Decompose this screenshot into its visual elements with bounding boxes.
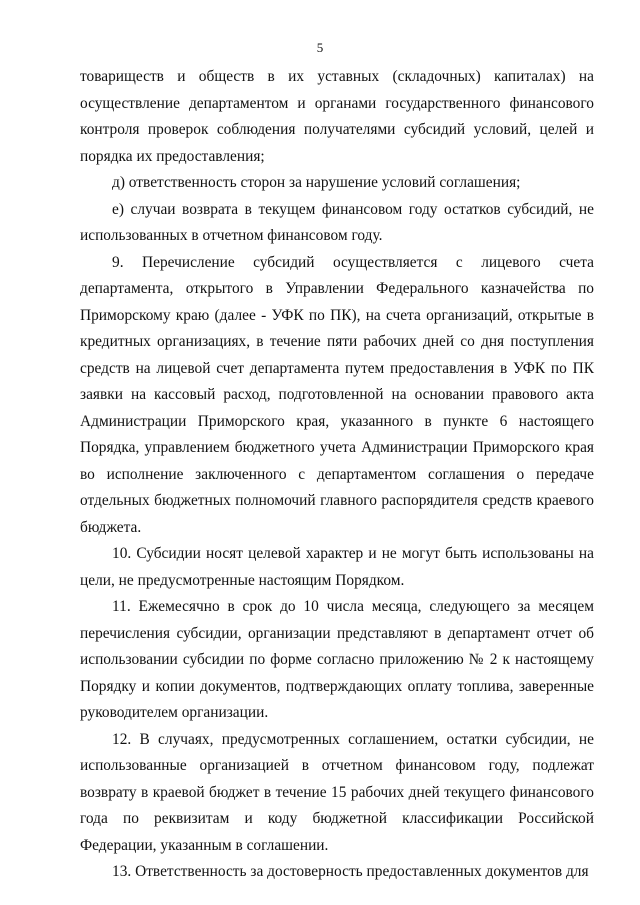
paragraph-item-d: д) ответственность сторон за нарушение условий соглашения; [112,174,521,191]
paragraph-10: 10. Субсидии носят целевой характер и не могут быть использованы на цели, не предусмотренные настоящим Порядком. [80,545,594,589]
paragraph-12: 12. В случаях, предусмотренных соглашением, остатки субсидии, не использованные организацией в отчетном финансовом году, подлежат возврату в краевой бюджет в течение 15 рабочих дней текущего финансового года по реквизитам и коду бюджетной классификации Российской Федерации, указанным в соглашении. [80,730,594,854]
document-body [80,64,594,886]
paragraph-13: 13. Ответственность за достоверность предоставленных документов для [112,863,589,880]
paragraph-item-e: е) случаи возврата в текущем финансовом году остатков субсидий, не использованных в отчетном финансовом году. [80,200,594,244]
paragraph-9: 9. Перечисление субсидий осуществляется с лицевого счета департамента, открытого в Управлении Федерального казначейства по Приморскому краю (далее - УФК по ПК), на счета организаций, открытые в кредитных организациях, в течение пяти рабочих дней со дня поступления средств на лицевой счет департамента путем предоставления в УФК по ПК заявки на кассовый расход, подготовленной на основании правового акта Администрации Приморского края, указанного в пункте 6 настоящего Порядка, управлением бюджетного учета Администрации Приморского края во исполнение заключенного с департаментом соглашения о передаче отдельных бюджетных полномочий главного распорядителя средств краевого бюджета. [80,253,594,536]
paragraph-continuation: товариществ и обществ в их уставных (складочных) капиталах) на осуществление департаментом и органами государственного финансового контроля проверок соблюдения получателями субсидий условий, целей и порядка их предоставления; [80,68,594,165]
page-number: 5 [316,40,324,55]
paragraph-11: 11. Ежемесячно в срок до 10 числа месяца, следующего за месяцем перечисления субсидии, организации представляют в департамент отчет об использовании субсидии по форме согласно приложению № 2 к настоящему Порядку и копии документов, подтверждающих оплату топлива, заверенные руководителем организации. [80,598,594,721]
